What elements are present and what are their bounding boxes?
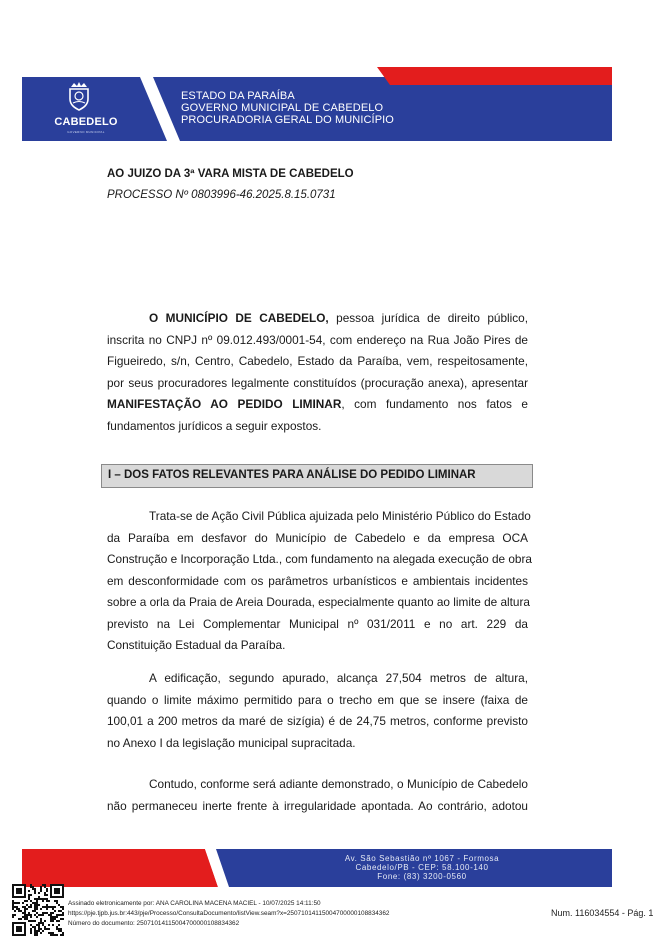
logo-subtitle: GOVERNO MUNICIPAL [67, 130, 105, 134]
section-heading: I – DOS FATOS RELEVANTES PARA ANÁLISE DO PEDIDO LIMINAR [108, 469, 476, 481]
intro-party-name: O MUNICÍPIO DE CABEDELO, [149, 311, 329, 325]
paragraph-line: previsto na Lei Complementar Municipal nº 031/2011 e no art. 229 da [107, 616, 528, 631]
paragraph-line: no Anexo I da legislação municipal supracitada. [107, 735, 356, 750]
footer-banner [22, 849, 612, 887]
paragraph-line: da Paraíba em desfavor do Município de Cabedelo e da empresa OCA [107, 530, 528, 545]
intro-petition-title: MANIFESTAÇÃO AO PEDIDO LIMINAR [107, 397, 342, 411]
paragraph-line: não permaneceu inerte frente à irregularidade apontada. Ao contrário, adotou [107, 798, 528, 813]
paragraph-line: Constituição Estadual da Paraíba. [107, 638, 286, 652]
logo-wordmark: CABEDELO [54, 116, 118, 128]
intro-line [107, 394, 528, 416]
letterhead-footer [22, 849, 612, 887]
intro-line-text: pessoa jurídica de direito público, [328, 311, 529, 325]
letterhead [22, 67, 612, 141]
paragraph-line: A edificação, segundo apurado, alcança 27,504 metros de altura, [149, 671, 528, 685]
paragraph-line: Contudo, conforme será adiante demonstrado, o Município de Cabedelo [149, 777, 528, 791]
cabedelo-logo [44, 81, 118, 135]
intro-line: por seus procuradores legalmente constituídos (procuração anexa), apresentar [107, 375, 528, 390]
paragraph-line: Trata-se de Ação Civil Pública ajuizada pelo Ministério Público do Estado [149, 509, 531, 523]
intro-line: inscrita no CNPJ nº 09.012.493/0001-54, com endereço na Rua João Pires de [107, 332, 528, 347]
electronic-signature [68, 899, 389, 929]
section-heading-box [101, 464, 533, 488]
page-number: Num. 116034554 - Pág. 1 [551, 908, 654, 918]
city-crest-icon [66, 81, 92, 111]
footer-phone: Fone: (83) 3200-0560 [377, 872, 467, 881]
facts-paragraph-1 [107, 506, 532, 657]
paragraph-line: sobre a orla da Praia de Areia Dourada, especialmente quanto ao limite de altura [107, 595, 530, 609]
intro-line: fundamentos jurídicos a seguir expostos. [107, 418, 322, 433]
signature-signer: Assinado eletronicamente por: ANA CAROLINA MACENA MACIEL - 10/07/2025 14:11:50 [68, 900, 321, 907]
letterhead-text [181, 90, 394, 126]
paragraph-line: quando o limite máximo permitido para o trecho em que se insere (faixa de [107, 692, 528, 707]
facts-paragraph-3 [107, 774, 528, 817]
process-number: PROCESSO Nº 0803996-46.2025.8.15.0731 [107, 189, 336, 201]
intro-line [107, 308, 528, 330]
footer-address [322, 854, 522, 881]
signature-url[interactable]: https://pje.tjpb.jus.br:443/pje/Processo/ConsultaDocumento/listView.seam?x=25071014115004700000108834362 [68, 910, 390, 917]
paragraph-line: em desconformidade com os parâmetros urbanísticos e ambientais incidentes [107, 573, 528, 588]
footer-street: Av. São Sebastião nº 1067 - Formosa [344, 854, 500, 863]
intro-paragraph [107, 308, 528, 437]
intro-line-text: , com fundamento nos fatos e [341, 397, 528, 411]
signature-document-number: Número do documento: 25071014115004700000108834362 [68, 920, 240, 927]
qr-code-icon[interactable] [12, 884, 64, 936]
state-name: ESTADO DA PARAÍBA [181, 90, 295, 102]
office-name: PROCURADORIA GERAL DO MUNICÍPIO [181, 114, 394, 126]
government-name: GOVERNO MUNICIPAL DE CABEDELO [181, 102, 384, 114]
paragraph-line: 100,01 a 200 metros da maré de sizígia) é de 24,75 metros, conforme previsto [107, 714, 528, 728]
intro-line: Figueiredo, s/n, Centro, Cabedelo, Estado da Paraíba, vem, respeitosamente, [107, 354, 528, 368]
paragraph-line: Construção e Incorporação Ltda., com fundamento na alegada execução de obra [107, 552, 532, 566]
addressee: AO JUIZO DA 3ª VARA MISTA DE CABEDELO [107, 168, 354, 180]
facts-paragraph-2 [107, 668, 528, 754]
footer-city: Cabedelo/PB - CEP: 58.100-140 [355, 863, 489, 872]
